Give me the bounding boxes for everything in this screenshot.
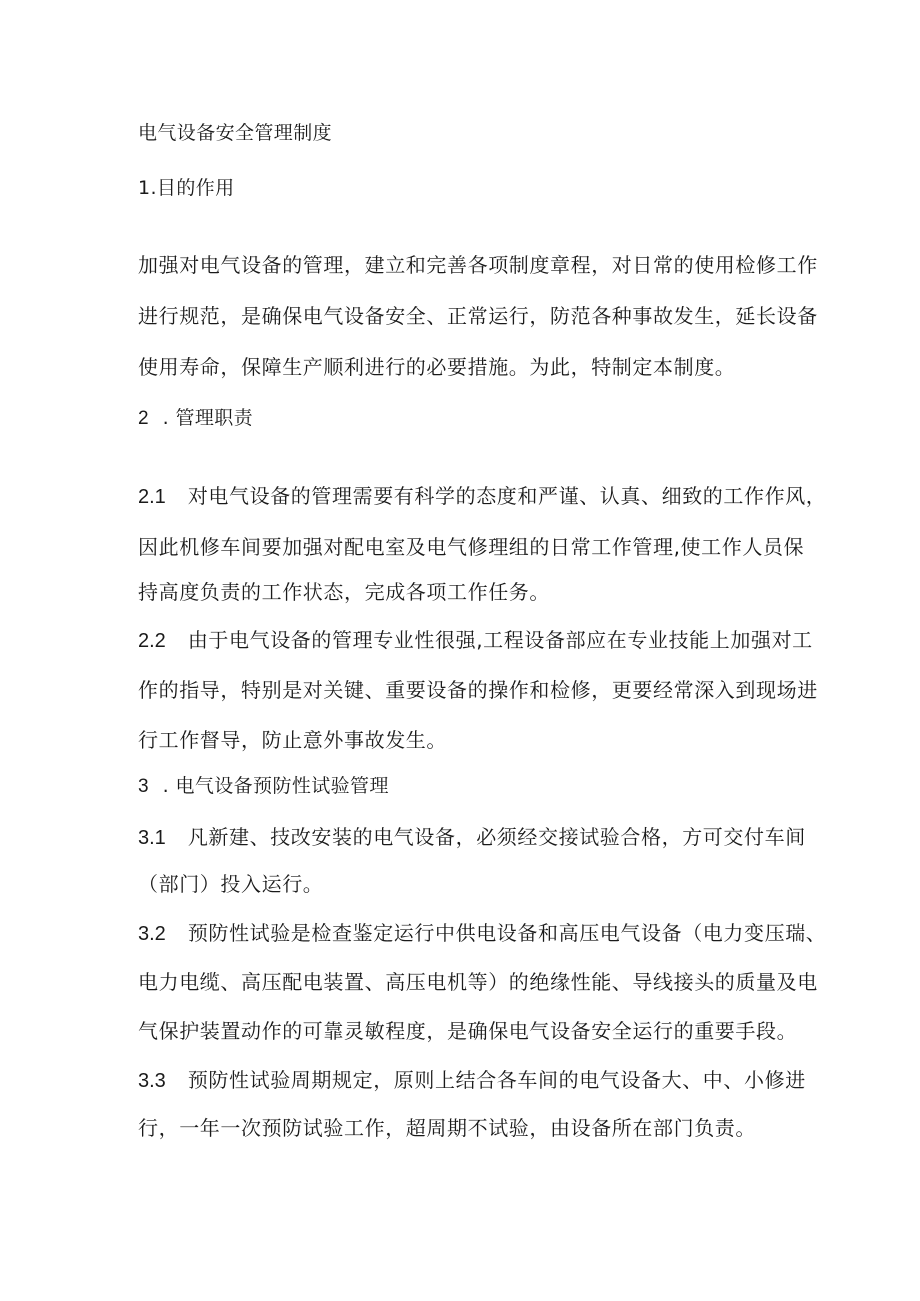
section-1-paragraph-line: 加强对电气设备的管理，建立和完善各项制度章程，对日常的使用检修工作: [138, 253, 818, 277]
section-1-heading: 1.目的作用: [138, 177, 235, 199]
section-1-paragraph-line: 使用寿命，保障生产顺利进行的必要措施。为此，特制定本制度。: [138, 355, 736, 379]
section-3-heading: [138, 774, 389, 799]
item-2-1-line: 2.1 对电气设备的管理需要有科学的态度和严谨、认真、细致的工作作风，: [138, 484, 827, 508]
item-3-2-line: 3.2 预防性试验是检查鉴定运行中供电设备和高压电气设备（电力变压瑞、: [138, 921, 827, 945]
item-2-1-line: 因此机修车间要加强对配电室及电气修理组的日常工作管理,使工作人员保: [138, 535, 805, 559]
item-2-2-line: 行工作督导，防止意外事故发生。: [138, 728, 447, 752]
item-2-2-line: 2.2 由于电气设备的管理专业性很强,工程设备部应在专业技能上加强对工: [138, 628, 813, 652]
item-3-3-number: 3.3: [138, 1070, 166, 1092]
item-3-1-line: 3.1 凡新建、技改安装的电气设备，必须经交接试验合格，方可交付车间: [138, 825, 806, 849]
item-3-2-line: 电力电缆、高压配电装置、高压电机等）的绝缘性能、导线接头的质量及电: [138, 970, 818, 994]
section-2-heading-number: 2: [138, 408, 149, 429]
item-2-2-line: 作的指导，特别是对关键、重要设备的操作和检修，更要经常深入到现场进: [138, 678, 818, 702]
item-3-2-number: 3.2: [138, 923, 166, 945]
item-3-3-line: 行，一年一次预防试验工作，超周期不试验，由设备所在部门负责。: [138, 1116, 756, 1140]
item-3-2-line: 气保护装置动作的可靠灵敏程度，是确保电气设备安全运行的重要手段。: [138, 1019, 798, 1043]
item-2-2-number: 2.2: [138, 630, 166, 652]
section-2-heading-text: . 管理职责: [162, 407, 254, 429]
item-2-1-line: 持高度负责的工作状态，完成各项工作任务。: [138, 580, 550, 604]
item-3-1-line: （部门）投入运行。: [138, 872, 324, 896]
section-2-heading: [138, 406, 253, 431]
item-2-1-number: 2.1: [138, 486, 166, 508]
document-title: 电气设备安全管理制度: [138, 122, 333, 144]
section-3-heading-text: . 电气设备预防性试验管理: [162, 775, 389, 797]
item-3-1-number: 3.1: [138, 827, 166, 849]
item-3-3-line: 3.3 预防性试验周期规定，原则上结合各车间的电气设备大、中、小修进: [138, 1068, 806, 1092]
section-3-heading-number: 3: [138, 776, 149, 797]
section-1-paragraph-line: 进行规范，是确保电气设备安全、正常运行，防范各种事故发生，延长设备: [138, 304, 818, 328]
